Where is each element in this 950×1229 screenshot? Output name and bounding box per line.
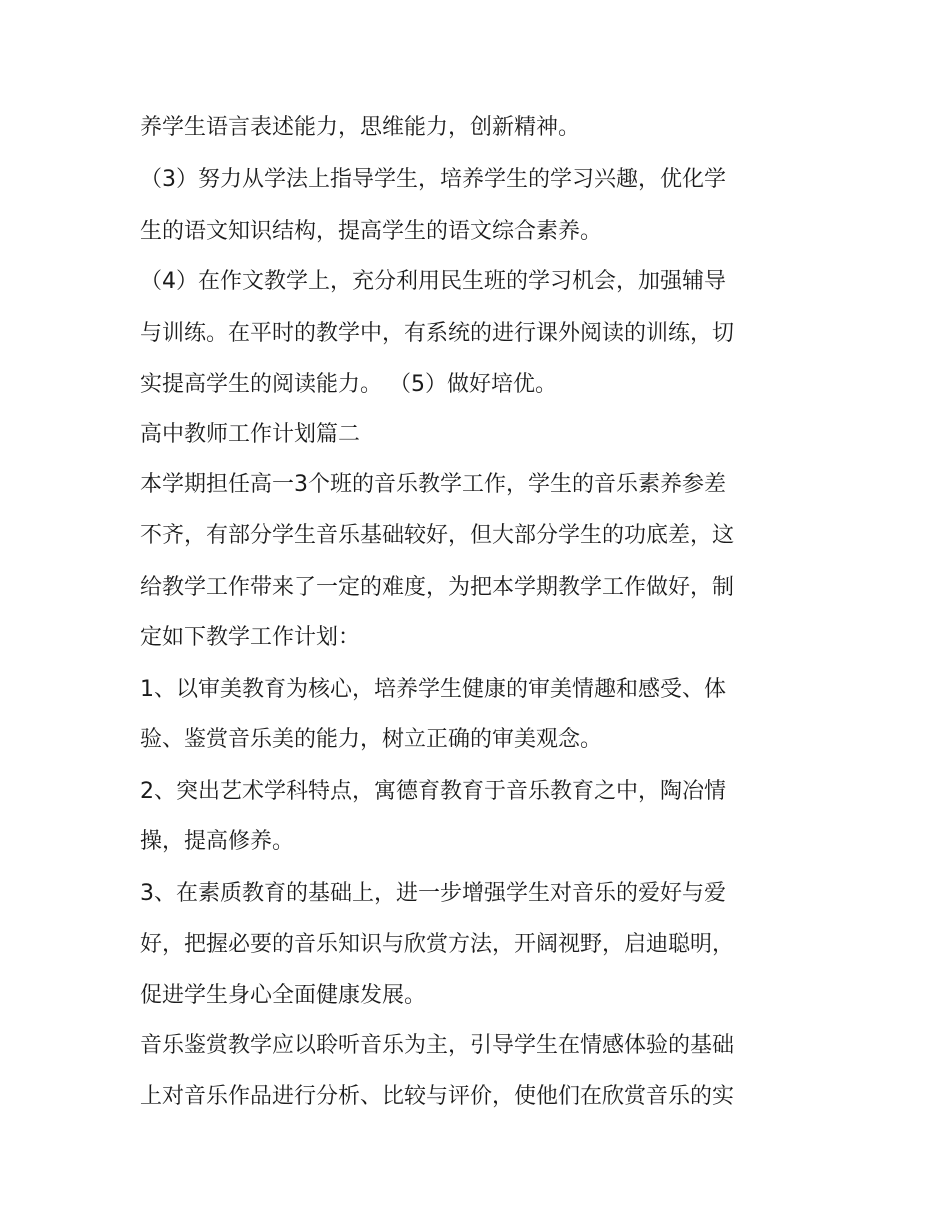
text-line: 2、突出艺术学科特点，寓德育教育于音乐教育之中，陶冶情 — [140, 779, 726, 804]
text-line: 验、鉴赏音乐美的能力，树立正确的审美观念。 — [140, 727, 603, 752]
text-line: 操，提高修养。 — [140, 829, 295, 854]
text-line: 实提高学生的阅读能力。 （5）做好培优。 — [140, 372, 557, 397]
text-line: 养学生语言表述能力，思维能力，创新精神。 — [140, 115, 581, 140]
text-line: 好，把握必要的音乐知识与欣赏方法，开阔视野，启迪聪明， — [140, 932, 735, 957]
text-line: 促进学生身心全面健康发展。 — [140, 983, 427, 1008]
text-line: 3、在素质教育的基础上，进一步增强学生对音乐的爱好与爱 — [140, 881, 726, 906]
text-line: 本学期担任高一3个班的音乐教学工作，学生的音乐素养参差 — [140, 472, 726, 497]
text-line: 与训练。在平时的教学中，有系统的进行课外阅读的训练，切 — [140, 321, 735, 346]
text-line: 定如下教学工作计划： — [140, 625, 361, 650]
section-heading: 高中教师工作计划篇二 — [140, 422, 361, 447]
text-line: （3）努力从学法上指导学生，培养学生的学习兴趣，优化学 — [140, 167, 726, 192]
text-line: 上对音乐作品进行分析、比较与评价，使他们在欣赏音乐的实 — [140, 1084, 735, 1109]
text-line: 不齐，有部分学生音乐基础较好，但大部分学生的功底差，这 — [140, 523, 735, 548]
text-line: 1、以审美教育为核心，培养学生健康的审美情趣和感受、体 — [140, 677, 726, 702]
text-line: 音乐鉴赏教学应以聆听音乐为主，引导学生在情感体验的基础 — [140, 1033, 735, 1058]
text-line: （4）在作文教学上，充分利用民生班的学习机会，加强辅导 — [140, 269, 726, 294]
text-line: 给教学工作带来了一定的难度，为把本学期教学工作做好，制 — [140, 575, 735, 600]
text-line: 生的语文知识结构，提高学生的语文综合素养。 — [140, 219, 603, 244]
